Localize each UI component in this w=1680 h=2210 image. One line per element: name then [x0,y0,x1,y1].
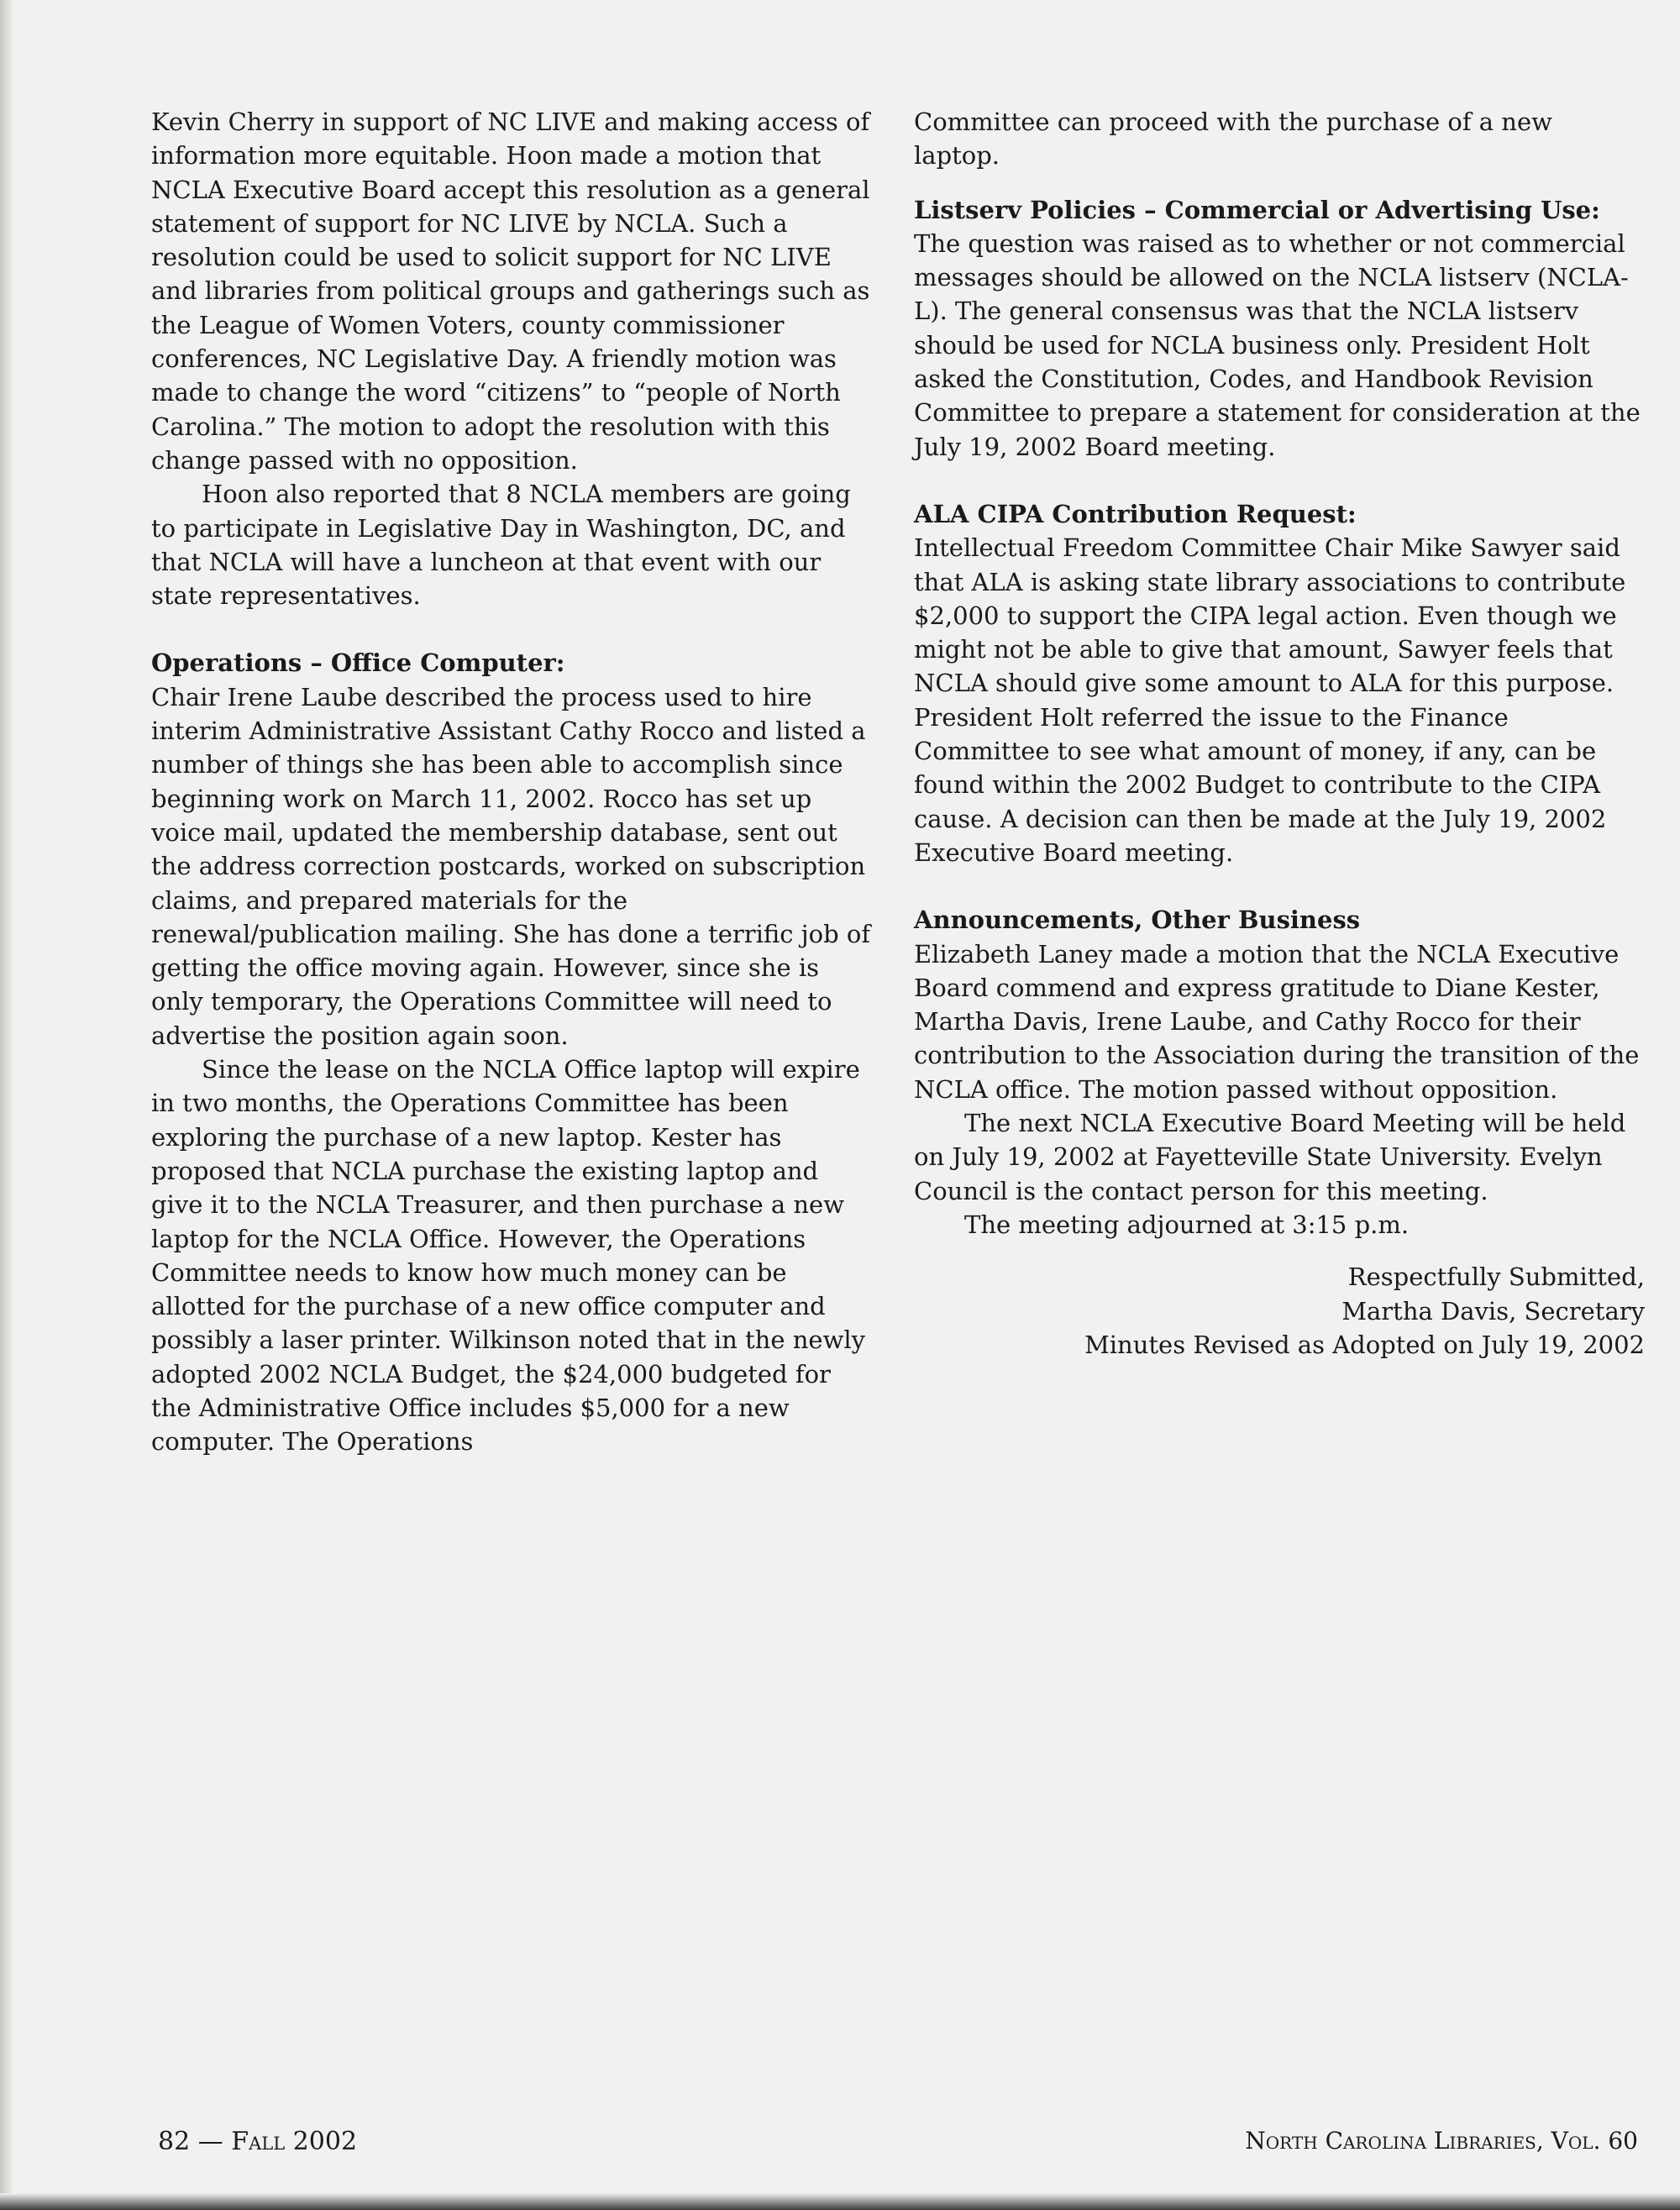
paragraph: Elizabeth Laney made a motion that the NCLA Executive Board commend and express gratitude to Diane Kester, Martha Davis, Irene Laube, and Cathy Rocco for their contribution to the Association during the transition of the NCLA office. The motion passed without opposition. [914,939,1640,1104]
issue-label: — Fall 2002 [197,2127,358,2156]
signoff-line: Martha Davis, Secretary [1341,1296,1645,1325]
page-gutter-shadow [0,0,13,2210]
paragraph: The meeting adjourned at 3:15 p.m. [964,1210,1410,1239]
footer-left [158,2127,357,2156]
signoff-line: Minutes Revised as Adopted on July 19, 2002 [1084,1330,1645,1359]
paragraph: Committee can proceed with the purchase of a new laptop. [914,108,1552,171]
paragraph: Hoon also reported that 8 NCLA members are going to participate in Legislative Day in Washington, DC, and that NCLA will have a luncheon at that event with our state representatives. [151,480,851,611]
paragraph: The next NCLA Executive Board Meeting will be held on July 19, 2002 at Fayetteville State University. Evelyn Council is the contact person for this meeting. [914,1109,1626,1205]
journal-title: North Carolina Libraries, Vol. 60 [1245,2127,1638,2155]
section-heading-cipa: ALA CIPA Contribution Request: [914,499,1357,528]
section-heading-announcements: Announcements, Other Business [914,906,1361,935]
right-column [914,105,1645,1362]
paragraph: Kevin Cherry in support of NC LIVE and making access of information more equitable. Hoon made a motion that NCLA Executive Board accept this resolution as a general statement of support for NC LIVE by NCLA. Such a resolution could be used to solicit support for NC LIVE and libraries from political groups and gatherings such as the League of Women Voters, county commissioner conferences, NC Legislative Day. A friendly motion was made to change the word “citizens” to “people of North Carolina.” The motion to adopt the resolution with this change passed with no opposition. [151,108,870,475]
left-column [151,105,874,1459]
paragraph: The question was raised as to whether or not commercial messages should be allowed on the NCLA listserv (NCLA-L). The general consensus was that the NCLA listserv should be used for NCLA business only. President Holt asked the Constitution, Codes, and Handbook Revision Committee to prepare a statement for consideration at the July 19, 2002 Board meeting. [914,228,1641,461]
page-bottom-edge [0,2193,1680,2210]
paragraph: Since the lease on the NCLA Office laptop will expire in two months, the Operations Committee has been exploring the purchase of a new laptop. Kester has proposed that NCLA purchase the existing laptop and give it to the NCLA Treasurer, and then purchase a new laptop for the NCLA Office. However, the Operations Committee needs to know how much money can be allotted for the purchase of a new office computer and possibly a laser printer. Wilkinson noted that in the newly adopted 2002 NCLA Budget, the $24,000 budgeted for the Administrative Office includes $5,000 for a new computer. The Operations [151,1055,866,1457]
signoff [914,1260,1645,1362]
section-heading-operations: Operations – Office Computer: [151,648,565,678]
paragraph: Intellectual Freedom Committee Chair Mike Sawyer said that ALA is asking state library associations to contribute $2,000 to support the CIPA legal action. Even though we might not be able to give that amount, Sawyer feels that NCLA should give some amount to ALA for this purpose. President Holt referred the issue to the Finance Committee to see what amount of money, if any, can be found within the 2002 Budget to contribute to the CIPA cause. A decision can then be made at the July 19, 2002 Executive Board meeting. [914,533,1626,867]
page-number: 82 [158,2127,191,2156]
section-heading-listserv: Listserv Policies – Commercial or Advertising Use: [914,195,1600,224]
paragraph: Chair Irene Laube described the process used to hire interim Administrative Assistant Cathy Rocco and listed a number of things she has been able to accomplish since beginning work on March 11, 2002. Rocco has set up voice mail, updated the membership database, sent out the address correction postcards, worked on subscription claims, and prepared materials for the renewal/publication mailing. She has done a terrific job of getting the office moving again. However, since she is only temporary, the Operations Committee will need to advertise the position again soon. [151,682,871,1050]
signoff-line: Respectfully Submitted, [1347,1262,1645,1292]
